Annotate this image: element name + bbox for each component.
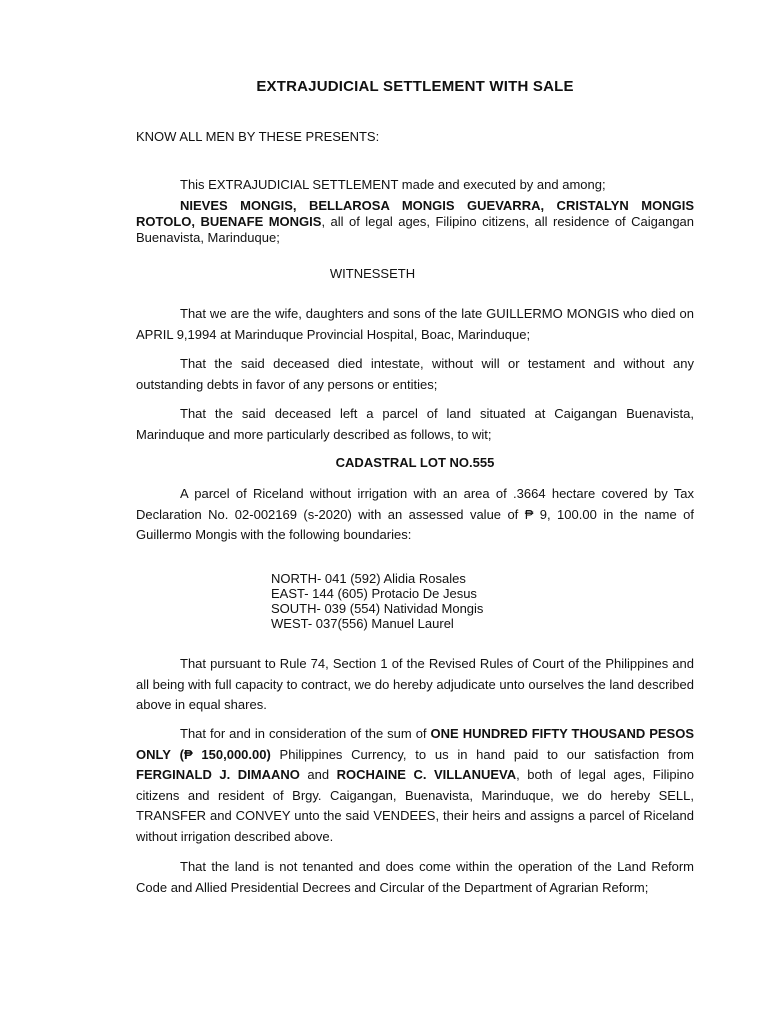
amount-number: (₱ 150,000.00) <box>179 746 271 762</box>
boundary-south: SOUTH- 039 (554) Natividad Mongis <box>271 601 484 616</box>
amount-words: ONE HUNDRED FIFTY THOUSAND PESOS ONLY <box>136 726 695 762</box>
buyer-2: ROCHAINE C. VILLANUEVA <box>336 767 517 782</box>
paragraph-land: That the said deceased left a parcel of land situated at Caigangan Buenavista, Marinduque and more particularly described as follows, to wit; <box>136 406 694 442</box>
boundary-east: EAST- 144 (605) Protacio De Jesus <box>271 586 477 601</box>
parties-names: NIEVES MONGIS, BELLAROSA MONGIS GUEVARRA, CRISTALYN MONGIS ROTOLO, BUENAFE MONGIS <box>136 198 694 229</box>
paragraph-sale: That for and in consideration of the sum of ONE HUNDRED FIFTY THOUSAND PESOS ONLY (₱ 150,000.00) Philippines Currency, to us in hand paid to our satisfaction from FERGINALD J. DIMAANO and ROCHAINE C. VILLANUEVA, both of legal ages, Filipino citizens and resident of Brgy. Caigangan, Buenavista, Marinduque, we do hereby SELL, TRANSFER and CONVEY unto the said VENDEES, their heirs and assigns a parcel of Riceland without irrigation described above. <box>136 726 695 844</box>
lot-heading: CADASTRAL LOT NO.555 <box>335 455 495 470</box>
paragraph-adjudicate: That pursuant to Rule 74, Section 1 of the Revised Rules of Court of the Philippines and all being with full capacity to contract, we do hereby adjudicate unto ourselves the land described above in equal shares. <box>136 656 694 712</box>
boundary-north: NORTH- 041 (592) Alidia Rosales <box>271 571 466 586</box>
paragraph-intestate: That the said deceased died intestate, without will or testament and without any outstanding debts in favor of any persons or entities; <box>136 356 694 392</box>
paragraph-heirs: That we are the wife, daughters and sons of the late GUILLERMO MONGIS who died on APRIL 9,1994 at Marinduque Provincial Hospital, Boac, Marinduque; <box>136 306 694 342</box>
paragraph-riceland: A parcel of Riceland without irrigation with an area of .3664 hectare covered by Tax Declaration No. 02-002169 (s-2020) with an assessed value of ₱ 9, 100.00 in the name of Guillermo Mongis with the following boundaries: <box>136 486 694 542</box>
witnesseth-heading: WITNESSETH <box>329 266 416 281</box>
boundary-west: WEST- 037(556) Manuel Laurel <box>271 616 454 631</box>
parties-paragraph <box>136 198 694 246</box>
parties-rest: , all of legal ages, Filipino citizens, all residence of Caigangan Buenavista, Marinduque; <box>136 214 695 245</box>
intro-paragraph: This EXTRAJUDICIAL SETTLEMENT made and executed by and among; <box>180 177 606 192</box>
know-all-men: KNOW ALL MEN BY THESE PRESENTS: <box>136 129 380 144</box>
document-title: EXTRAJUDICIAL SETTLEMENT WITH SALE <box>256 78 574 95</box>
buyer-1: FERGINALD J. DIMAANO <box>136 767 300 782</box>
paragraph-tenanted: That the land is not tenanted and does come within the operation of the Land Reform Code and Allied Presidential Decrees and Circular of the Department of Agrarian Reform; <box>136 859 694 895</box>
boundaries-list <box>271 571 483 631</box>
